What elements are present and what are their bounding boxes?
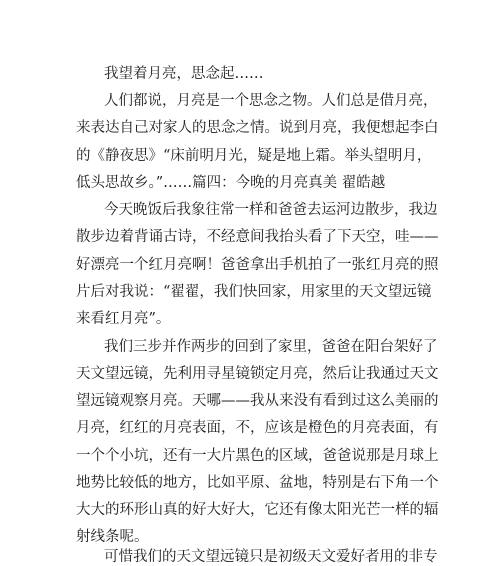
text-line: 低头思故乡。”……篇四：今晚的月亮真美 翟皓越: [76, 175, 386, 191]
text-line: 来表达自己对家人的思念之情。说到月亮，我便想起李白: [76, 120, 439, 136]
text-line: 我们三步并作两步的回到了家里，爸爸在阳台架好了: [104, 339, 438, 355]
text-line: 片后对我说：“翟翟，我们快回家，用家里的天文望远镜: [76, 284, 432, 300]
text-line: 人们都说，月亮是一个思念之物。人们总是借月亮，: [104, 93, 438, 109]
text-line: 好漂亮一个红月亮啊！爸爸拿出手机拍了一张红月亮的照: [76, 257, 439, 273]
text-line: 散步边着背诵古诗，不经意间我抬头看了下天空，哇——: [76, 229, 439, 245]
text-line: 望远镜观察月亮。天哪——我从来没有看到过这么美丽的: [76, 393, 439, 409]
text-line: 可惜我们的天文望远镜只是初级天文爱好者用的非专: [104, 549, 438, 565]
text-line: 地势比较低的地方，比如平原、盆地，特别是右下角一个: [76, 475, 439, 491]
text-line: 的《静夜思》“床前明月光，疑是地上霜。举头望明月，: [76, 148, 432, 164]
text-line: 我望着月亮，思念起……: [104, 66, 264, 82]
text-line: 今天晚饭后我象往常一样和爸爸去运河边散步，我边: [104, 202, 438, 218]
text-line: 射线条呢。: [76, 529, 149, 545]
text-line: 来看红月亮”。: [76, 311, 171, 327]
text-line: 月亮，红红的月亮表面，不，应该是橙色的月亮表面，有: [76, 420, 439, 436]
text-line: 天文望远镜，先利用寻星镜锁定月亮，然后让我通过天文: [76, 366, 439, 382]
text-line: 一个个小坑，还有一大片黑色的区域，爸爸说那是月球上: [76, 448, 439, 464]
text-line: 大大的环形山真的好大好大，它还有像太阳光芒一样的辐: [76, 502, 439, 518]
